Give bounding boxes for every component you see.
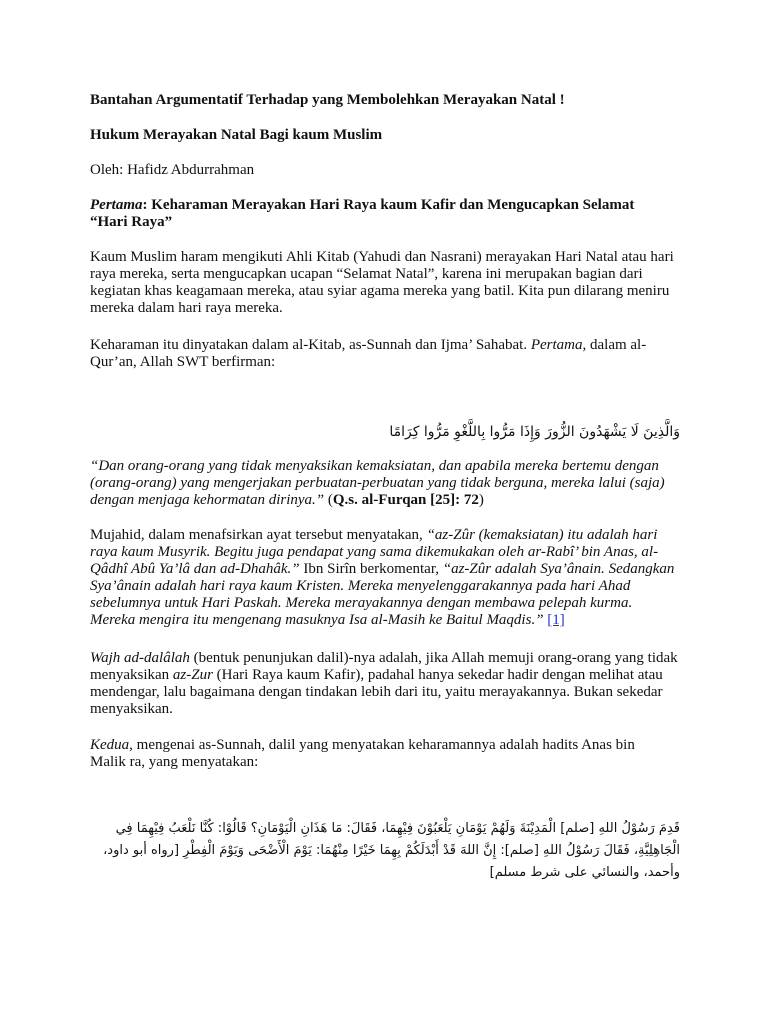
section-heading [90,197,650,231]
document-subtitle: Hukum Merayakan Natal Bagi kaum Muslim [90,127,383,143]
footnote-link-1[interactable]: [1] [547,612,565,628]
paragraph-4-text-end: (Hari Raya kaum Kafir), padahal hanya sekedar hadir dengan melihat atau mendengar, lalu bagaimana dengan tindakan lebih dari itu, yaitu merayakannya. Bukan sekedar menyaksikan. [90,667,663,717]
ref-open: ( [324,492,333,508]
translation-text: “Dan orang-orang yang tidak menyaksikan kemaksiatan, dan apabila mereka bertemu dengan (orang-orang) yang mengerjakan perbuatan-perbuatan yang tidak berguna, mereka lalui (saja) dengan menjaga kehormatan dirinya.” [90,458,665,508]
paragraph-1: Kaum Muslim haram mengikuti Ahli Kitab (Yahudi dan Nasrani) merayakan Hari Natal atau hari raya mereka, serta mengucapkan ucapan “Selamat Natal”, karena ini merupakan bagian dari kegiatan khas keagamaan mereka, atau syiar agama mereka yang batil. Kita pun dilarang meniru mereka dalam hari raya mereka. [90,249,674,316]
author-line: Oleh: Hafidz Abdurrahman [90,162,255,178]
section-label: Pertama [90,197,143,213]
paragraph-5-text: , mengenai as-Sunnah, dalil yang menyatakan keharamannya adalah hadits Anas bin Malik ra, yang menyatakan: [90,737,635,770]
ref-close: ) [478,492,484,508]
ibn-sirin-quote: “az-Zûr adalah Sya’ânain. Sedangkan Sya’ânain adalah hari raya kaum Kristen. Mereka menyelenggarakannya pada hari Ahad sebelumnya untuk Hari Paskah. Mereka merayakannya dengan membawa pelepah kurma. Mereka mengira itu mengenang masuknya Isa al-Masih ke Baitul Maqdis.” [90,561,675,628]
paragraph-2 [90,337,660,371]
document-title: Bantahan Argumentatif Terhadap yang Membolehkan Merayakan Natal ! [90,92,565,108]
paragraph-3-text-2: Ibn Sirîn berkomentar, [299,561,443,577]
paragraph-5 [90,737,650,771]
paragraph-2-text: Keharaman itu dinyatakan dalam al-Kitab, as-Sunnah dan Ijma’ Sahabat. [90,337,531,353]
arabic-verse: وَالَّذِينَ لَا يَشْهَدُونَ الزُّورَ وَإِذَا مَرُّوا بِاللَّغْوِ مَرُّوا كِرَامًا [389,424,680,440]
paragraph-4 [90,650,680,718]
mujahid-quote: “az-Zûr (kemaksiatan) itu adalah hari raya kaum Musyrik. Begitu juga pendapat yang sama dikemukakan oleh ar-Rabî’ bin Anas, al-Qâdhî Abû Ya’lâ dan ad-Dhahâk.” [90,527,659,577]
term-az-zur: az-Zur [172,667,213,683]
paragraph-2-text-end: , dalam al-Qur’an, Allah SWT berfirman: [90,337,647,370]
paragraph-4-text: (bentuk penunjukan dalil)-nya adalah, jika Allah memuji orang-orang yang tidak menyaksikan [90,650,678,683]
section-heading-text: : Keharaman Merayakan Hari Raya kaum Kafir dan Mengucapkan Selamat “Hari Raya” [90,197,635,230]
paragraph-5-label: Kedua [90,737,130,753]
quran-reference: Q.s. al-Furqan [25]: 72 [332,492,479,508]
paragraph-3 [90,527,680,629]
term-wajh-ad-dalalah: Wajh ad-dalâlah [90,650,190,666]
paragraph-3-text: Mujahid, dalam menafsirkan ayat tersebut menyatakan, [90,527,427,543]
translation-quote [90,458,680,509]
arabic-hadith: قَدِمَ رَسُوْلُ اللهِ [صلم] الْمَدِيْنَةَ وَلَهُمْ يَوْمَانِ يَلْعَبُوْنَ فِيْهِمَا، فَقَالَ: مَا هَذَانِ الْيَوْمَانِ؟ قَالُوْا: كُنَّا نَلْعَبُ فِيْهِمَا فِي الْجَاهِلِيَّةِ، فَقَالَ رَسُوْلُ اللهِ [صلم]: إِنَّ اللهَ قَدْ أَبْدَلَكُمْ بِهِمَا خَيْرًا مِنْهُمَا: يَوْمَ الْأَضْحَى وَيَوْمَ الْفِطْرِ [رواه أبو داود، وأحمد، والنسائي على شرط مسلم] [103,821,680,880]
paragraph-2-label: Pertama [530,337,583,353]
